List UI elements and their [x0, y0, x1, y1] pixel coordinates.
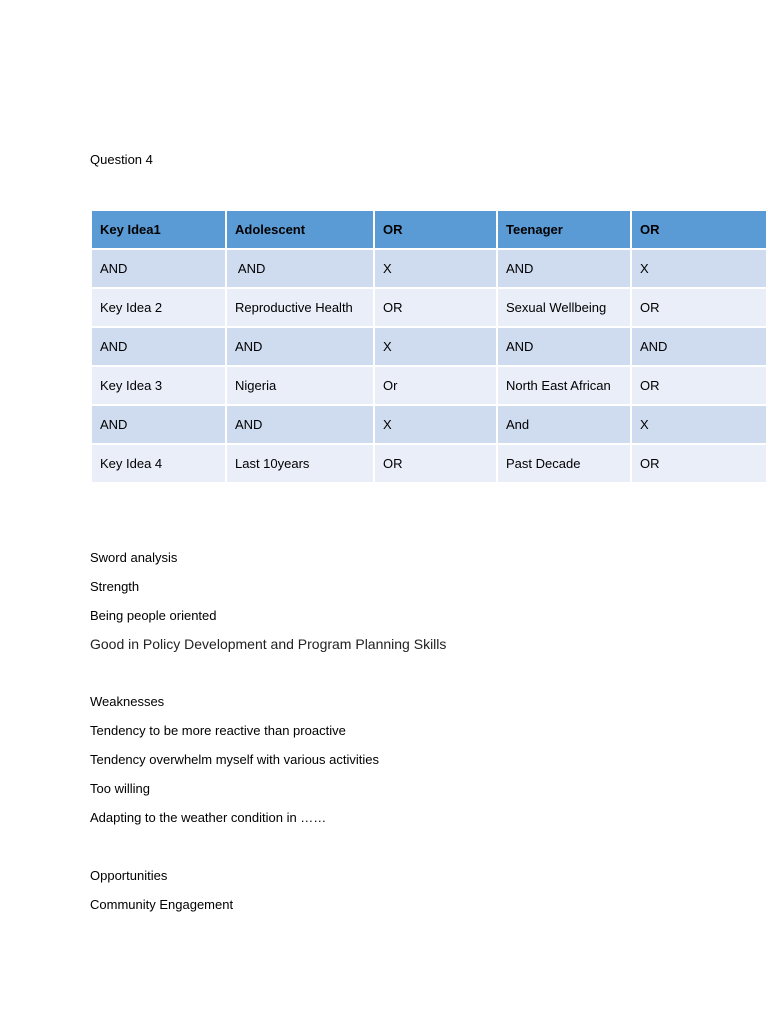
- weakness-item: Tendency overwhelm myself with various activities: [90, 752, 379, 767]
- table-cell: AND: [92, 250, 225, 287]
- weakness-heading: Weaknesses: [90, 694, 165, 709]
- table-cell: North East African: [498, 367, 630, 404]
- table-cell: X: [632, 250, 766, 287]
- table-cell: X: [375, 406, 496, 443]
- table-cell: X: [632, 406, 766, 443]
- search-terms-table: [90, 209, 768, 484]
- table-cell: X: [375, 250, 496, 287]
- table-cell: AND: [227, 406, 373, 443]
- header-cell: Key Idea1: [92, 211, 225, 248]
- table-cell: Or: [375, 367, 496, 404]
- question-title: Question 4: [90, 152, 153, 167]
- header-cell: Adolescent: [227, 211, 373, 248]
- table-cell: And: [498, 406, 630, 443]
- table-cell: Key Idea 4: [92, 445, 225, 482]
- table-cell: AND: [92, 406, 225, 443]
- table-cell: Sexual Wellbeing: [498, 289, 630, 326]
- strength-item: Good in Policy Development and Program Planning Skills: [90, 636, 447, 652]
- table-cell: Last 10years: [227, 445, 373, 482]
- header-cell: OR: [632, 211, 766, 248]
- strength-heading: Strength: [90, 579, 140, 594]
- table-row: [92, 289, 768, 326]
- table-cell: AND: [498, 328, 630, 365]
- table-cell: Nigeria: [227, 367, 373, 404]
- weakness-item: Too willing: [90, 781, 150, 796]
- table-cell: AND: [498, 250, 630, 287]
- strength-item: Being people oriented: [90, 608, 217, 623]
- table-cell: AND: [227, 250, 373, 287]
- table-cell: OR: [632, 445, 766, 482]
- analysis-title: Sword analysis: [90, 550, 178, 565]
- table-cell: AND: [227, 328, 373, 365]
- weakness-item: Adapting to the weather condition in ……: [90, 810, 327, 825]
- table-cell: Reproductive Health: [227, 289, 373, 326]
- table-cell: Key Idea 3: [92, 367, 225, 404]
- opportunity-item: Community Engagement: [90, 897, 234, 912]
- table-cell: OR: [375, 289, 496, 326]
- table-cell: AND: [632, 328, 766, 365]
- opportunity-heading: Opportunities: [90, 868, 168, 883]
- table-header-row: [92, 211, 768, 248]
- table-cell: X: [375, 328, 496, 365]
- table-cell: OR: [375, 445, 496, 482]
- table-row: [92, 250, 768, 287]
- table-cell: Past Decade: [498, 445, 630, 482]
- weakness-item: Tendency to be more reactive than proactive: [90, 723, 346, 738]
- header-cell: OR: [375, 211, 496, 248]
- table-cell: Key Idea 2: [92, 289, 225, 326]
- table-cell: OR: [632, 367, 766, 404]
- table-row: [92, 445, 768, 482]
- table-row: [92, 367, 768, 404]
- header-cell: Teenager: [498, 211, 630, 248]
- table-cell: OR: [632, 289, 766, 326]
- table-cell: AND: [92, 328, 225, 365]
- table-row: [92, 406, 768, 443]
- table-row: [92, 328, 768, 365]
